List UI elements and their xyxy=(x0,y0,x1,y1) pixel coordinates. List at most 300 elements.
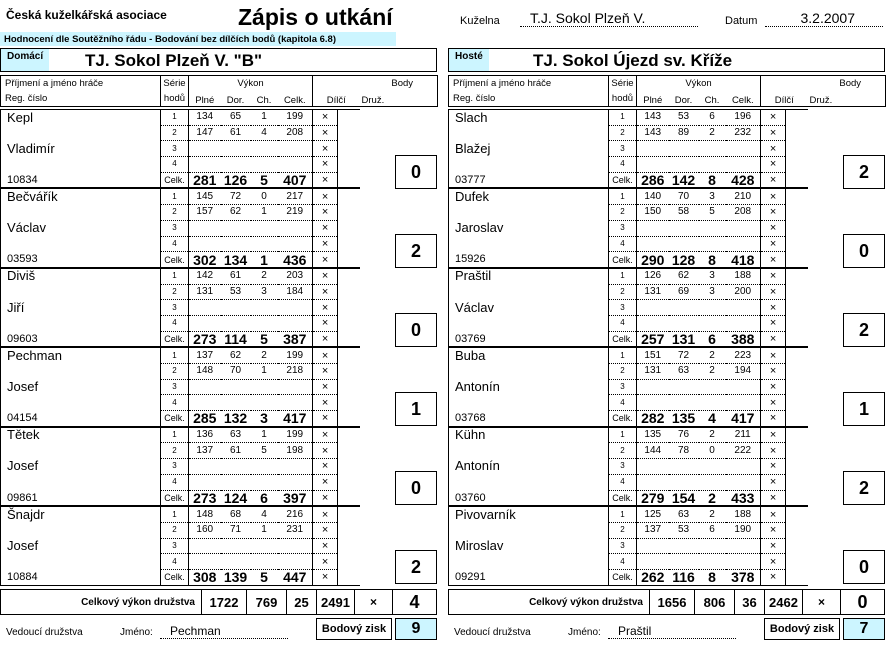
series-value[interactable] xyxy=(221,315,251,331)
partial-points-cell: × xyxy=(313,157,338,173)
player-reg-number: 15926 xyxy=(449,252,609,268)
series-value[interactable]: 1 xyxy=(251,427,278,443)
series-value[interactable]: 3 xyxy=(699,268,726,284)
series-value[interactable] xyxy=(189,315,221,331)
series-row xyxy=(1,554,438,570)
series-row xyxy=(449,157,886,173)
series-value[interactable] xyxy=(251,315,278,331)
series-value[interactable] xyxy=(699,538,726,554)
series-value[interactable] xyxy=(699,459,726,475)
series-value[interactable]: 0 xyxy=(699,443,726,459)
series-value[interactable]: 160 xyxy=(189,522,221,538)
series-row xyxy=(1,220,438,236)
series-value[interactable]: 151 xyxy=(637,348,669,364)
series-value[interactable]: 65 xyxy=(221,110,251,126)
series-value[interactable] xyxy=(221,157,251,173)
series-value[interactable]: 194 xyxy=(726,364,761,380)
series-value[interactable]: 62 xyxy=(221,205,251,221)
series-value[interactable] xyxy=(669,315,699,331)
partial-points-cell: × xyxy=(313,315,338,331)
series-row xyxy=(1,507,438,523)
points-header: Body xyxy=(313,76,438,91)
series-value[interactable] xyxy=(278,474,313,490)
series-number: 2 xyxy=(609,522,637,538)
series-value[interactable] xyxy=(189,157,221,173)
series-value[interactable]: 72 xyxy=(221,189,251,205)
player-total-value: 397 xyxy=(278,490,313,506)
series-value[interactable] xyxy=(251,474,278,490)
series-row xyxy=(449,220,886,236)
series-value[interactable]: 199 xyxy=(278,348,313,364)
series-value[interactable]: 70 xyxy=(221,364,251,380)
subtitle: Hodnocení dle Soutěžního řádu - Bodování bez dílčích bodů (kapitola 6.8) xyxy=(0,32,396,46)
series-value[interactable]: 71 xyxy=(221,522,251,538)
series-value[interactable] xyxy=(669,379,699,395)
series-value[interactable]: 0 xyxy=(251,189,278,205)
series-value[interactable]: 68 xyxy=(221,507,251,523)
series-value[interactable] xyxy=(278,315,313,331)
series-value[interactable] xyxy=(726,474,761,490)
player-total-value: 387 xyxy=(278,331,313,347)
guest-score-value: 7 xyxy=(843,618,885,640)
series-value[interactable] xyxy=(251,379,278,395)
series-value[interactable]: 190 xyxy=(726,522,761,538)
series-number: 1 xyxy=(161,427,189,443)
player-total-value: 5 xyxy=(251,172,278,188)
player-total-value: 285 xyxy=(189,411,221,427)
team-total-label: Celkový výkon družstva xyxy=(81,596,195,608)
player-name-header: Příjmení a jméno hráče xyxy=(449,76,609,91)
series-value[interactable] xyxy=(699,236,726,252)
series-value[interactable]: 231 xyxy=(278,522,313,538)
series-value[interactable]: 63 xyxy=(221,427,251,443)
series-value[interactable]: 134 xyxy=(189,110,221,126)
series-value[interactable] xyxy=(189,554,221,570)
series-value[interactable] xyxy=(221,474,251,490)
series-value[interactable] xyxy=(726,220,761,236)
series-value[interactable]: 223 xyxy=(726,348,761,364)
series-row xyxy=(1,110,438,126)
series-value[interactable] xyxy=(637,474,669,490)
series-value[interactable]: 143 xyxy=(637,110,669,126)
total-label: Celk. xyxy=(609,490,637,506)
player-firstname: Antonín xyxy=(449,459,609,475)
series-number: 1 xyxy=(609,427,637,443)
clear-header: Dor. xyxy=(221,91,251,107)
team-total-points: 4 xyxy=(392,590,436,614)
series-row xyxy=(449,443,886,459)
series-value[interactable] xyxy=(189,379,221,395)
series-value[interactable]: 157 xyxy=(189,205,221,221)
series-value[interactable] xyxy=(278,220,313,236)
series-value[interactable]: 199 xyxy=(278,427,313,443)
series-value[interactable] xyxy=(221,300,251,316)
series-value[interactable] xyxy=(637,157,669,173)
series-value[interactable]: 126 xyxy=(637,268,669,284)
series-value[interactable] xyxy=(699,315,726,331)
player-total-value: 378 xyxy=(726,569,761,585)
player-total-value: 1 xyxy=(251,252,278,268)
series-number: 2 xyxy=(609,443,637,459)
series-value[interactable] xyxy=(251,157,278,173)
series-value[interactable] xyxy=(669,554,699,570)
series-value[interactable] xyxy=(699,554,726,570)
series-value[interactable]: 61 xyxy=(221,125,251,141)
series-value[interactable] xyxy=(637,459,669,475)
series-value[interactable]: 63 xyxy=(669,364,699,380)
series-row xyxy=(449,189,886,205)
series-value[interactable]: 143 xyxy=(637,125,669,141)
series-value[interactable]: 137 xyxy=(189,348,221,364)
series-value[interactable]: 2 xyxy=(699,125,726,141)
team-points-box: 2 xyxy=(843,313,885,347)
series-value[interactable]: 232 xyxy=(726,125,761,141)
series-value[interactable]: 208 xyxy=(278,125,313,141)
venue-label: Kuželna xyxy=(460,15,500,27)
series-number: 4 xyxy=(609,474,637,490)
player-total-value: 3 xyxy=(251,411,278,427)
series-value[interactable] xyxy=(637,538,669,554)
series-value[interactable]: 76 xyxy=(669,427,699,443)
series-value[interactable]: 78 xyxy=(669,443,699,459)
series-value[interactable]: 5 xyxy=(251,443,278,459)
series-value[interactable] xyxy=(637,554,669,570)
series-value[interactable] xyxy=(251,395,278,411)
series-value[interactable]: 219 xyxy=(278,205,313,221)
series-number: 1 xyxy=(609,189,637,205)
series-value[interactable] xyxy=(278,300,313,316)
series-number: 2 xyxy=(161,443,189,459)
series-value[interactable] xyxy=(726,300,761,316)
series-value[interactable] xyxy=(669,474,699,490)
player-total-value: 124 xyxy=(221,490,251,506)
series-value[interactable]: 1 xyxy=(251,205,278,221)
series-value[interactable] xyxy=(726,141,761,157)
partial-points-cell: × xyxy=(313,141,338,157)
series-number: 4 xyxy=(609,315,637,331)
series-value[interactable] xyxy=(278,157,313,173)
series-value[interactable]: 200 xyxy=(726,284,761,300)
player-total-value: 447 xyxy=(278,569,313,585)
partial-points-cell: × xyxy=(761,427,786,443)
series-value[interactable] xyxy=(251,538,278,554)
player-total-value: 131 xyxy=(669,331,699,347)
player-total-value: 6 xyxy=(699,331,726,347)
partial-points-cell: × xyxy=(761,205,786,221)
series-number: 1 xyxy=(609,268,637,284)
series-value[interactable]: 188 xyxy=(726,507,761,523)
series-value[interactable] xyxy=(669,538,699,554)
series-value[interactable]: 131 xyxy=(189,284,221,300)
series-value[interactable]: 4 xyxy=(251,125,278,141)
series-value[interactable] xyxy=(221,459,251,475)
series-value[interactable]: 140 xyxy=(637,189,669,205)
series-value[interactable]: 135 xyxy=(637,427,669,443)
series-value[interactable]: 210 xyxy=(726,189,761,205)
series-value[interactable] xyxy=(189,220,221,236)
player-total-value: 257 xyxy=(637,331,669,347)
series-value[interactable]: 1 xyxy=(251,110,278,126)
series-value[interactable]: 3 xyxy=(251,284,278,300)
series-value[interactable]: 184 xyxy=(278,284,313,300)
series-value[interactable]: 217 xyxy=(278,189,313,205)
series-value[interactable] xyxy=(251,236,278,252)
series-value[interactable]: 199 xyxy=(278,110,313,126)
player-reg-number: 03777 xyxy=(449,172,609,188)
guest-tag: Hosté xyxy=(449,49,489,71)
series-number: 4 xyxy=(161,236,189,252)
series-value[interactable]: 62 xyxy=(669,268,699,284)
series-value[interactable]: 2 xyxy=(251,268,278,284)
series-value[interactable] xyxy=(251,554,278,570)
series-value[interactable]: 2 xyxy=(699,364,726,380)
series-value[interactable] xyxy=(251,459,278,475)
partial-points-cell: × xyxy=(313,284,338,300)
series-value[interactable]: 63 xyxy=(669,507,699,523)
player-total-row xyxy=(1,172,438,188)
series-value[interactable] xyxy=(669,157,699,173)
player-firstname: Miroslav xyxy=(449,538,609,554)
series-value[interactable] xyxy=(251,220,278,236)
series-value[interactable]: 198 xyxy=(278,443,313,459)
series-value[interactable]: 125 xyxy=(637,507,669,523)
player-surname: Bečvářík xyxy=(1,189,161,205)
series-value[interactable] xyxy=(278,379,313,395)
series-value[interactable] xyxy=(221,141,251,157)
series-value[interactable] xyxy=(669,459,699,475)
series-value[interactable]: 144 xyxy=(637,443,669,459)
player-surname: Slach xyxy=(449,110,609,126)
player-firstname: Antonín xyxy=(449,379,609,395)
partial-points-cell: × xyxy=(761,284,786,300)
player-total-row xyxy=(449,172,886,188)
series-value[interactable]: 211 xyxy=(726,427,761,443)
series-value[interactable] xyxy=(669,220,699,236)
series-value[interactable] xyxy=(189,474,221,490)
series-value[interactable]: 147 xyxy=(189,125,221,141)
player-total-row xyxy=(1,331,438,347)
series-value[interactable] xyxy=(726,538,761,554)
total-label: Celk. xyxy=(161,331,189,347)
series-value[interactable] xyxy=(189,236,221,252)
series-value[interactable]: 2 xyxy=(699,348,726,364)
series-value[interactable]: 188 xyxy=(726,268,761,284)
series-header: Série xyxy=(609,76,637,91)
series-value[interactable] xyxy=(637,236,669,252)
series-value[interactable] xyxy=(726,459,761,475)
series-value[interactable] xyxy=(278,141,313,157)
date-field[interactable]: 3.2.2007 xyxy=(765,10,883,27)
series-value[interactable]: 53 xyxy=(221,284,251,300)
series-number: 1 xyxy=(161,110,189,126)
series-value[interactable] xyxy=(251,141,278,157)
series-value[interactable]: 2 xyxy=(699,507,726,523)
player-surname: Diviš xyxy=(1,268,161,284)
series-row xyxy=(1,364,438,380)
series-value[interactable] xyxy=(699,474,726,490)
series-value[interactable] xyxy=(669,236,699,252)
series-value[interactable]: 142 xyxy=(189,268,221,284)
series-value[interactable]: 218 xyxy=(278,364,313,380)
series-value[interactable] xyxy=(278,538,313,554)
player-total-value: 132 xyxy=(221,411,251,427)
series-value[interactable]: 3 xyxy=(699,189,726,205)
player-total-value: 388 xyxy=(726,331,761,347)
player-total-value: 417 xyxy=(726,411,761,427)
series-value[interactable]: 2 xyxy=(699,427,726,443)
guest-team-bar xyxy=(448,48,885,72)
series-value[interactable]: 150 xyxy=(637,205,669,221)
player-reg-number: 09291 xyxy=(449,569,609,585)
series-value[interactable] xyxy=(726,315,761,331)
series-value[interactable] xyxy=(637,395,669,411)
guest-leader-label: Vedoucí družstva xyxy=(454,627,531,638)
partial-points-cell: × xyxy=(761,538,786,554)
series-value[interactable] xyxy=(699,300,726,316)
series-value[interactable]: 208 xyxy=(726,205,761,221)
performance-header: Výkon xyxy=(637,76,761,91)
team-total-full: 1656 xyxy=(649,590,694,614)
miss-header: Ch. xyxy=(699,91,726,107)
player-reg-number: 03769 xyxy=(449,331,609,347)
series-value[interactable]: 58 xyxy=(669,205,699,221)
partial-points-cell: × xyxy=(313,110,338,126)
team-points-box: 1 xyxy=(395,392,437,426)
series-value[interactable]: 4 xyxy=(251,507,278,523)
series-value[interactable] xyxy=(699,379,726,395)
series-value[interactable] xyxy=(278,554,313,570)
series-value[interactable]: 148 xyxy=(189,507,221,523)
series-number: 2 xyxy=(609,284,637,300)
series-row xyxy=(1,300,438,316)
series-value[interactable]: 203 xyxy=(278,268,313,284)
series-value[interactable]: 69 xyxy=(669,284,699,300)
series-value[interactable] xyxy=(221,236,251,252)
series-value[interactable]: 62 xyxy=(221,348,251,364)
series-value[interactable]: 6 xyxy=(699,522,726,538)
series-value[interactable] xyxy=(637,300,669,316)
series-value[interactable] xyxy=(699,220,726,236)
series-value[interactable] xyxy=(699,141,726,157)
performance-header: Výkon xyxy=(189,76,313,91)
series-value[interactable] xyxy=(189,141,221,157)
player-firstname: Josef xyxy=(1,459,161,475)
series-value[interactable]: 3 xyxy=(699,284,726,300)
series-value[interactable]: 131 xyxy=(637,284,669,300)
series-value[interactable] xyxy=(221,379,251,395)
series-header: Série xyxy=(161,76,189,91)
series-value[interactable] xyxy=(278,236,313,252)
series-value[interactable] xyxy=(726,157,761,173)
series-value[interactable] xyxy=(278,395,313,411)
series-value[interactable]: 216 xyxy=(278,507,313,523)
series-value[interactable] xyxy=(669,141,699,157)
series-value[interactable] xyxy=(189,300,221,316)
series-value[interactable]: 137 xyxy=(637,522,669,538)
series-value[interactable]: 136 xyxy=(189,427,221,443)
series-value[interactable] xyxy=(221,538,251,554)
series-value[interactable]: 1 xyxy=(251,364,278,380)
partial-points-cell: × xyxy=(761,125,786,141)
player-firstname: Václav xyxy=(1,220,161,236)
series-row xyxy=(1,395,438,411)
partial-points-cell: × xyxy=(313,427,338,443)
team-total-full: 1722 xyxy=(201,590,246,614)
player-total-value: 4 xyxy=(699,411,726,427)
series-value[interactable]: 53 xyxy=(669,110,699,126)
series-value[interactable]: 70 xyxy=(669,189,699,205)
series-value[interactable]: 222 xyxy=(726,443,761,459)
partial-points-total: × xyxy=(761,569,786,585)
series-value[interactable]: 5 xyxy=(699,205,726,221)
series-value[interactable] xyxy=(699,157,726,173)
partial-points-total: × xyxy=(761,252,786,268)
team-total-miss: 25 xyxy=(286,590,316,614)
series-value[interactable]: 61 xyxy=(221,443,251,459)
series-value[interactable] xyxy=(278,459,313,475)
series-value[interactable]: 72 xyxy=(669,348,699,364)
series-value[interactable] xyxy=(726,554,761,570)
series-number: 4 xyxy=(609,395,637,411)
points-header: Body xyxy=(761,76,886,91)
series-value[interactable] xyxy=(637,315,669,331)
series-number: 3 xyxy=(161,141,189,157)
series-value[interactable] xyxy=(189,459,221,475)
series-value[interactable]: 53 xyxy=(669,522,699,538)
series-row xyxy=(449,125,886,141)
total-label: Celk. xyxy=(609,252,637,268)
series-value[interactable] xyxy=(726,395,761,411)
series-value[interactable] xyxy=(726,379,761,395)
series-value[interactable] xyxy=(669,395,699,411)
series-value[interactable]: 137 xyxy=(189,443,221,459)
series-value[interactable] xyxy=(221,395,251,411)
series-value[interactable] xyxy=(699,395,726,411)
series-value[interactable] xyxy=(637,379,669,395)
series-value[interactable]: 61 xyxy=(221,268,251,284)
series-value[interactable]: 1 xyxy=(251,522,278,538)
series-value[interactable] xyxy=(189,395,221,411)
guest-score-label: Bodový zisk xyxy=(764,618,840,640)
series-value[interactable] xyxy=(221,554,251,570)
series-value[interactable]: 89 xyxy=(669,125,699,141)
venue-field[interactable]: T.J. Sokol Plzeň V. xyxy=(520,10,698,27)
series-value[interactable] xyxy=(189,538,221,554)
series-value[interactable] xyxy=(221,220,251,236)
team-points-box: 2 xyxy=(395,234,437,268)
series-value[interactable] xyxy=(637,220,669,236)
series-value[interactable] xyxy=(669,300,699,316)
series-value[interactable]: 145 xyxy=(189,189,221,205)
series-value[interactable]: 131 xyxy=(637,364,669,380)
series-value[interactable] xyxy=(637,141,669,157)
series-value[interactable] xyxy=(251,300,278,316)
team-total-miss: 36 xyxy=(734,590,764,614)
partial-points-cell: × xyxy=(761,110,786,126)
series-row xyxy=(449,110,886,126)
series-value[interactable]: 6 xyxy=(699,110,726,126)
series-value[interactable]: 148 xyxy=(189,364,221,380)
series-value[interactable]: 2 xyxy=(251,348,278,364)
player-firstname: Václav xyxy=(449,300,609,316)
series-value[interactable]: 196 xyxy=(726,110,761,126)
home-leader-field[interactable]: Pechman xyxy=(160,624,288,639)
guest-leader-field[interactable]: Praštil xyxy=(608,624,736,639)
team-points-box: 0 xyxy=(395,155,437,189)
player-total-value: 5 xyxy=(251,331,278,347)
series-value[interactable] xyxy=(726,236,761,252)
series-number: 1 xyxy=(161,268,189,284)
